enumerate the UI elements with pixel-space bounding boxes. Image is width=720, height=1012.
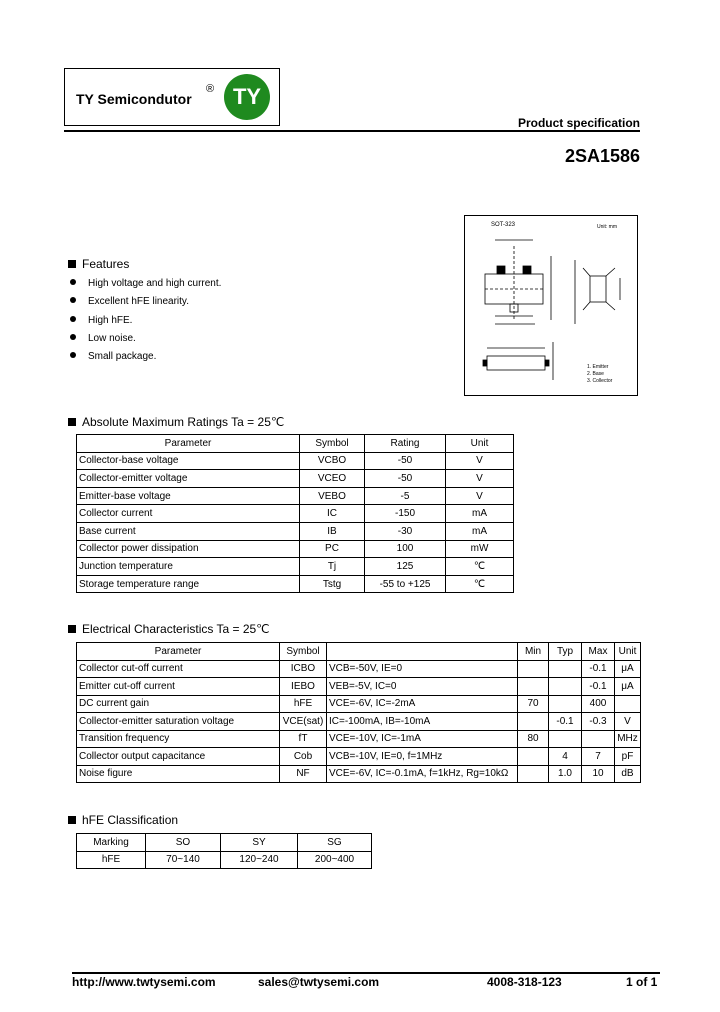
- feature-item: High hFE.: [70, 315, 132, 326]
- table-cell: [549, 678, 582, 696]
- table-row: [77, 575, 514, 593]
- table-cell: [582, 730, 615, 748]
- hfe-mark: SO: [146, 834, 221, 852]
- abs-max-title: Absolute Maximum Ratings Ta = 25℃: [68, 415, 284, 429]
- col-conditions: [327, 643, 518, 661]
- hfe-range: 70~140: [146, 851, 221, 869]
- table-cell: 1.0: [549, 765, 582, 783]
- table-cell: Collector-emitter saturation voltage: [77, 713, 280, 731]
- table-row: [77, 452, 514, 470]
- elec-table: [76, 642, 641, 783]
- col-max: Max: [582, 643, 615, 661]
- square-bullet-icon: [68, 418, 76, 426]
- feature-item: High voltage and high current.: [70, 278, 221, 289]
- table-cell: -50: [365, 470, 446, 488]
- table-cell: 10: [582, 765, 615, 783]
- package-pin-3: 3. Collector: [587, 378, 613, 384]
- table-cell: 125: [365, 558, 446, 576]
- table-cell: Collector current: [77, 505, 300, 523]
- table-cell: [518, 748, 549, 766]
- table-cell: VEBO: [300, 487, 365, 505]
- part-number: 2SA1586: [564, 146, 640, 166]
- table-cell: V: [446, 487, 514, 505]
- table-row: [77, 851, 372, 869]
- table-header-row: [77, 435, 514, 453]
- table-cell: ℃: [446, 558, 514, 576]
- table-cell: 100: [365, 540, 446, 558]
- table-cell: mW: [446, 540, 514, 558]
- package-pin-2: 2. Base: [587, 371, 604, 377]
- table-cell: -150: [365, 505, 446, 523]
- company-name: TY Semicondutor: [76, 91, 192, 107]
- table-cell: Collector-emitter voltage: [77, 470, 300, 488]
- table-row: [77, 505, 514, 523]
- table-row: [77, 660, 641, 678]
- col-parameter: Parameter: [77, 435, 300, 453]
- footer-email[interactable]: sales@twtysemi.com: [258, 975, 380, 989]
- table-cell: 70: [518, 695, 549, 713]
- table-cell: Tj: [300, 558, 365, 576]
- table-cell: Junction temperature: [77, 558, 300, 576]
- square-bullet-icon: [68, 625, 76, 633]
- table-cell: Collector output capacitance: [77, 748, 280, 766]
- table-cell: VCE=-6V, IC=-0.1mA, f=1kHz, Rg=10kΩ: [327, 765, 518, 783]
- table-cell: [549, 660, 582, 678]
- features-title: Features: [68, 257, 129, 271]
- table-cell: DC current gain: [77, 695, 280, 713]
- table-cell: μA: [615, 678, 641, 696]
- table-cell: [518, 660, 549, 678]
- col-min: Min: [518, 643, 549, 661]
- col-typ: Typ: [549, 643, 582, 661]
- table-cell: Noise figure: [77, 765, 280, 783]
- table-cell: IC=-100mA, IB=-10mA: [327, 713, 518, 731]
- table-cell: ℃: [446, 575, 514, 593]
- table-cell: Transition frequency: [77, 730, 280, 748]
- table-cell: 7: [582, 748, 615, 766]
- table-row: [77, 678, 641, 696]
- table-cell: MHz: [615, 730, 641, 748]
- table-row: [77, 765, 641, 783]
- col-symbol: Symbol: [280, 643, 327, 661]
- table-cell: Emitter cut-off current: [77, 678, 280, 696]
- bullet-icon: [70, 334, 76, 340]
- table-cell: VCB=-50V, IE=0: [327, 660, 518, 678]
- footer-phone: 4008-318-123: [487, 975, 562, 989]
- elec-title: Electrical Characteristics Ta = 25℃: [68, 622, 270, 636]
- package-pin-1: 1. Emitter: [587, 364, 609, 370]
- table-cell: [518, 678, 549, 696]
- table-row: [77, 748, 641, 766]
- package-drawing-svg: [465, 216, 637, 395]
- bullet-icon: [70, 279, 76, 285]
- bullet-icon: [70, 297, 76, 303]
- table-row: [77, 730, 641, 748]
- table-cell: Cob: [280, 748, 327, 766]
- table-cell: -55 to +125: [365, 575, 446, 593]
- table-cell: Collector power dissipation: [77, 540, 300, 558]
- footer-page: 1 of 1: [626, 975, 658, 989]
- col-rating: Rating: [365, 435, 446, 453]
- table-cell: VCE=-6V, IC=-2mA: [327, 695, 518, 713]
- hfe-mark: SG: [298, 834, 372, 852]
- table-cell: IC: [300, 505, 365, 523]
- table-cell: pF: [615, 748, 641, 766]
- table-cell: dB: [615, 765, 641, 783]
- table-cell: IB: [300, 522, 365, 540]
- table-cell: 4: [549, 748, 582, 766]
- table-cell: -0.1: [582, 660, 615, 678]
- table-header-row: [77, 643, 641, 661]
- table-row: [77, 695, 641, 713]
- table-row: [77, 834, 372, 852]
- col-parameter: Parameter: [77, 643, 280, 661]
- table-cell: -50: [365, 452, 446, 470]
- table-cell: Tstg: [300, 575, 365, 593]
- hfe-table: [76, 833, 372, 869]
- bullet-icon: [70, 352, 76, 358]
- table-cell: hFE: [280, 695, 327, 713]
- footer-url[interactable]: http://www.twtysemi.com: [72, 975, 216, 989]
- feature-item: Low noise.: [70, 333, 136, 344]
- table-cell: 400: [582, 695, 615, 713]
- table-cell: -0.1: [549, 713, 582, 731]
- table-cell: VCEO: [300, 470, 365, 488]
- feature-item: Small package.: [70, 351, 156, 362]
- table-cell: V: [446, 470, 514, 488]
- col-symbol: Symbol: [300, 435, 365, 453]
- table-cell: ICBO: [280, 660, 327, 678]
- table-cell: VEB=-5V, IC=0: [327, 678, 518, 696]
- table-cell: PC: [300, 540, 365, 558]
- table-cell: -5: [365, 487, 446, 505]
- table-cell: mA: [446, 505, 514, 523]
- table-cell: NF: [280, 765, 327, 783]
- hfe-title: hFE Classification: [68, 813, 178, 827]
- table-cell: Collector-base voltage: [77, 452, 300, 470]
- col-unit: Unit: [615, 643, 641, 661]
- table-cell: Storage temperature range: [77, 575, 300, 593]
- table-cell: VCE=-10V, IC=-1mA: [327, 730, 518, 748]
- hfe-label: hFE: [77, 851, 146, 869]
- table-cell: Collector cut-off current: [77, 660, 280, 678]
- table-cell: VCE(sat): [280, 713, 327, 731]
- package-units: Unit: mm: [597, 224, 617, 230]
- package-outline-drawing: [464, 215, 638, 396]
- table-row: [77, 558, 514, 576]
- table-cell: -0.1: [582, 678, 615, 696]
- registered-mark: ®: [206, 83, 215, 95]
- table-cell: -30: [365, 522, 446, 540]
- table-cell: Emitter-base voltage: [77, 487, 300, 505]
- table-cell: VCB=-10V, IE=0, f=1MHz: [327, 748, 518, 766]
- table-cell: Base current: [77, 522, 300, 540]
- table-cell: V: [446, 452, 514, 470]
- table-cell: [549, 695, 582, 713]
- package-name: SOT-323: [491, 222, 516, 228]
- table-cell: V: [615, 713, 641, 731]
- spec-label: Product specification: [517, 116, 640, 130]
- abs-max-table: [76, 434, 514, 593]
- table-cell: [518, 713, 549, 731]
- table-row: [77, 470, 514, 488]
- table-cell: [549, 730, 582, 748]
- table-cell: IEBO: [280, 678, 327, 696]
- table-cell: mA: [446, 522, 514, 540]
- col-unit: Unit: [446, 435, 514, 453]
- table-cell: 80: [518, 730, 549, 748]
- logo-emblem: TY: [224, 74, 270, 120]
- table-cell: [615, 695, 641, 713]
- hfe-range: 120~240: [221, 851, 298, 869]
- table-row: [77, 522, 514, 540]
- square-bullet-icon: [68, 816, 76, 824]
- header-divider: [64, 130, 640, 132]
- company-logo: [64, 68, 280, 126]
- table-row: [77, 540, 514, 558]
- feature-item: Excellent hFE linearity.: [70, 296, 189, 307]
- hfe-range: 200~400: [298, 851, 372, 869]
- bullet-icon: [70, 316, 76, 322]
- table-cell: [518, 765, 549, 783]
- table-cell: fT: [280, 730, 327, 748]
- table-cell: μA: [615, 660, 641, 678]
- table-cell: VCBO: [300, 452, 365, 470]
- footer-divider: [72, 972, 660, 974]
- square-bullet-icon: [68, 260, 76, 268]
- table-cell: -0.3: [582, 713, 615, 731]
- table-row: [77, 713, 641, 731]
- hfe-mark: SY: [221, 834, 298, 852]
- hfe-marking-label: Marking: [77, 834, 146, 852]
- table-row: [77, 487, 514, 505]
